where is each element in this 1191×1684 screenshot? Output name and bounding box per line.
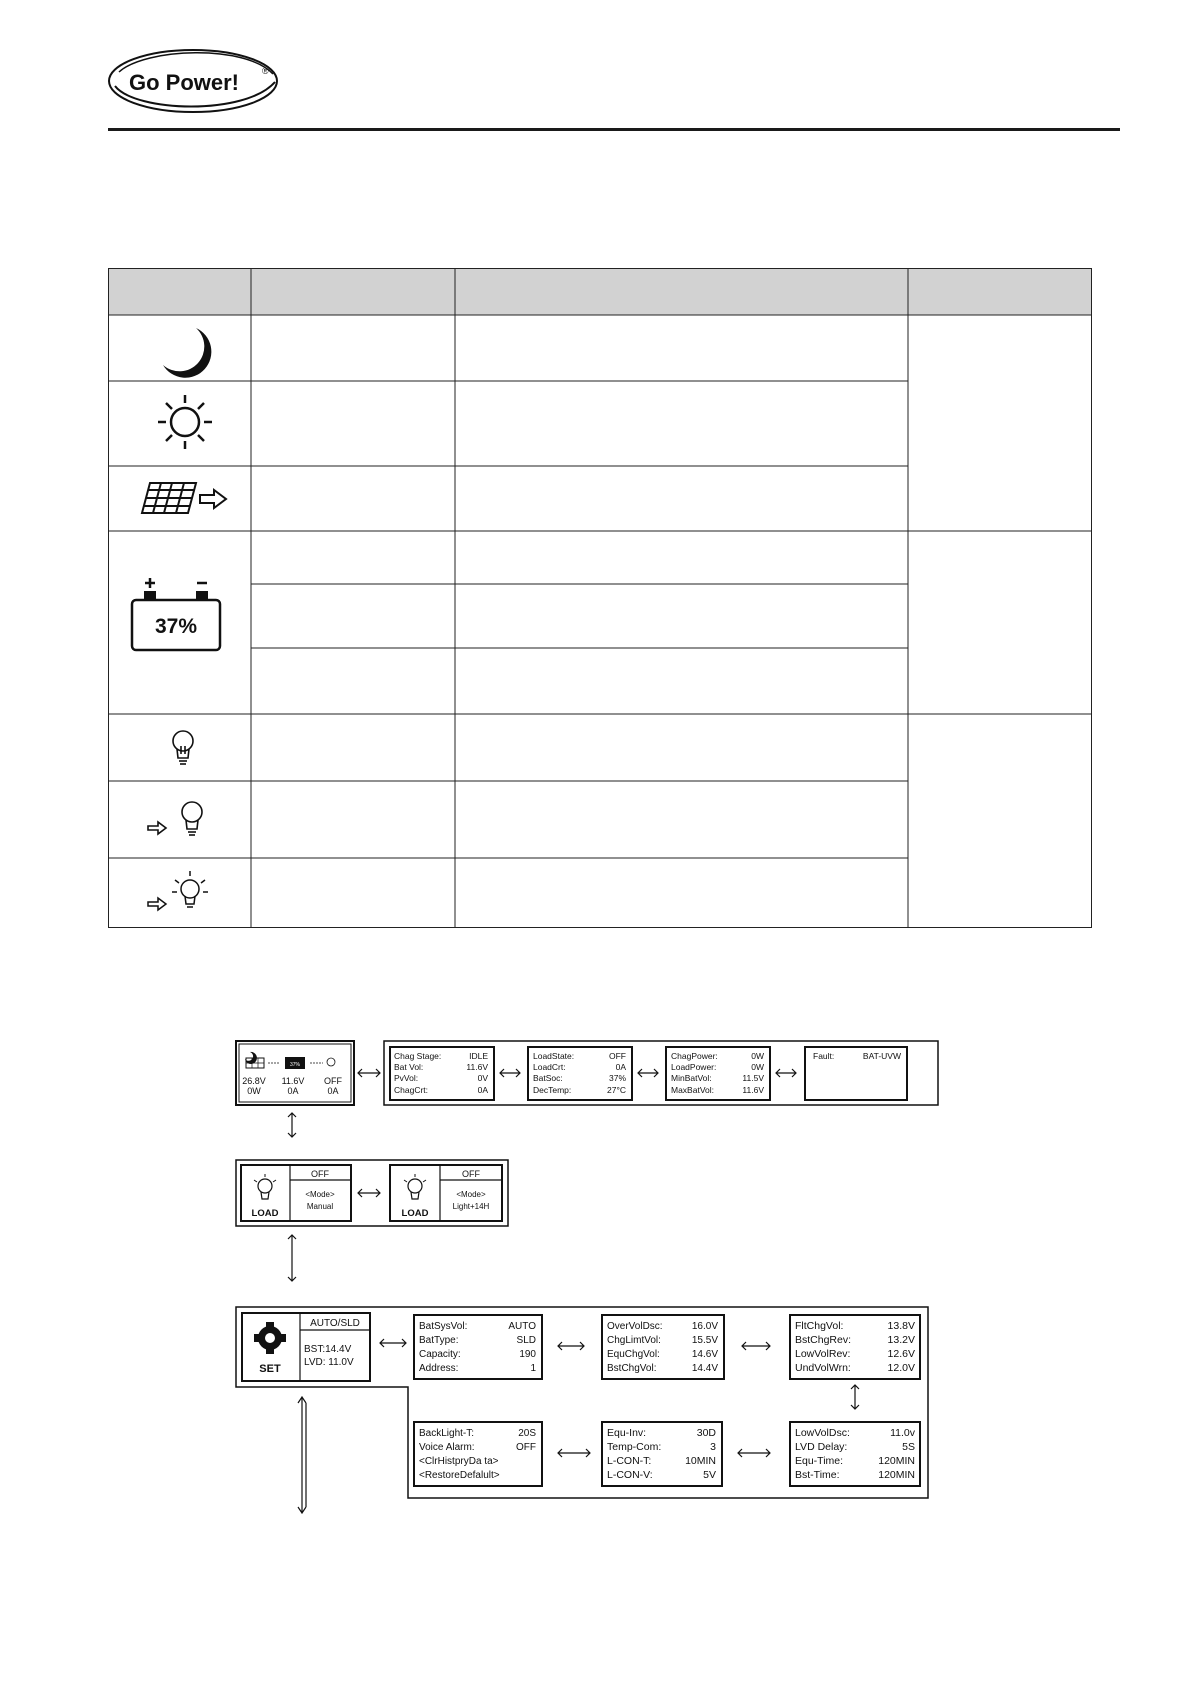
min-bat-vol-value: 11.5V <box>742 1073 764 1083</box>
und-vol-wrn-value: 12.0V <box>887 1362 915 1374</box>
load-power-value: 0W <box>751 1062 764 1072</box>
settings-screen-float <box>790 1315 920 1379</box>
fault-label: Fault: <box>813 1051 835 1061</box>
bat-type-value: SLD <box>516 1335 536 1346</box>
load-crt-label: LoadCrt: <box>533 1062 566 1072</box>
bat-soc-value: 37% <box>608 1073 626 1083</box>
vertical-double-arrow-icon <box>851 1385 859 1409</box>
main-load-state: OFF <box>324 1076 342 1086</box>
bat-sys-vol-label: BatSysVol: <box>419 1321 468 1332</box>
flt-chg-vol-label: FltChgVol: <box>795 1320 844 1332</box>
load-state-value: OFF <box>609 1051 626 1061</box>
table-header-row <box>108 268 1092 315</box>
battery-icon <box>132 578 220 650</box>
vertical-double-arrow-icon <box>288 1113 296 1137</box>
table-border <box>109 269 1092 928</box>
bulb-lit-arrow-icon <box>148 871 208 910</box>
set-mode: AUTO/SLD <box>310 1318 360 1329</box>
main-battery-voltage: 11.6V <box>281 1076 305 1086</box>
bat-vol-label: Bat Vol: <box>394 1062 424 1072</box>
chag-stage-label: Chag Stage: <box>394 1051 442 1061</box>
dec-temp-value: 27°C <box>607 1085 626 1095</box>
brand-name: Go Power! <box>129 70 240 95</box>
double-arrow-icon <box>638 1069 658 1077</box>
vertical-double-arrow-icon <box>288 1235 296 1281</box>
double-arrow-icon <box>738 1449 770 1457</box>
vertical-double-arrow-icon <box>298 1397 306 1513</box>
lcd-menu-map <box>230 1035 950 1520</box>
main-pv-power: 0W <box>247 1086 261 1096</box>
mode-value: Light+14H <box>452 1202 490 1211</box>
backlight-t-value: 20S <box>518 1428 536 1439</box>
bst-chg-rev-label: BstChgRev: <box>795 1334 852 1346</box>
capacity-label: Capacity: <box>419 1349 461 1360</box>
bulb-arrow-icon <box>148 802 202 835</box>
main-load-current: 0A <box>327 1086 339 1096</box>
flt-chg-vol-value: 13.8V <box>887 1320 915 1332</box>
gear-icon <box>254 1322 286 1354</box>
status-screen-fault <box>805 1047 907 1100</box>
chag-power-label: ChagPower: <box>671 1051 718 1061</box>
fault-value: BAT-UVW <box>862 1051 901 1061</box>
main-battery-percent: 37% <box>289 1062 301 1068</box>
chag-crt-label: ChagCrt: <box>394 1085 429 1095</box>
pv-vol-value: 0V <box>477 1073 488 1083</box>
load-crt-value: 0A <box>615 1062 626 1072</box>
equ-inv-label: Equ-Inv: <box>607 1427 647 1439</box>
battery-percent: 37% <box>154 615 198 638</box>
set-bst: BST:14.4V <box>304 1344 352 1355</box>
load-caption: LOAD <box>401 1208 429 1219</box>
und-vol-wrn-label: UndVolWrn: <box>795 1362 851 1374</box>
bat-type-label: BatType: <box>419 1335 459 1346</box>
settings-screen-backlight <box>414 1422 542 1486</box>
low-vol-rev-value: 12.6V <box>887 1348 915 1360</box>
main-pv-voltage: 26.8V <box>242 1076 266 1086</box>
bat-vol-value: 11.6V <box>466 1062 488 1072</box>
set-screen <box>242 1313 370 1381</box>
go-power-logo <box>105 42 283 116</box>
equ-chg-vol-label: EquChgVol: <box>607 1349 660 1360</box>
status-screen-charge <box>390 1047 494 1100</box>
restore-default-command: <RestoreDefalult> <box>419 1470 500 1481</box>
mode-label: <Mode> <box>305 1190 335 1199</box>
load-state: OFF <box>311 1169 329 1179</box>
load-state: OFF <box>462 1169 480 1179</box>
address-label: Address: <box>419 1363 459 1374</box>
voice-alarm-value: OFF <box>516 1442 536 1453</box>
equ-time-label: Equ-Time: <box>795 1455 844 1467</box>
load-power-label: LoadPower: <box>671 1062 717 1072</box>
status-screen-power <box>666 1047 770 1100</box>
moon-icon <box>163 328 211 378</box>
double-arrow-icon <box>776 1069 796 1077</box>
capacity-value: 190 <box>519 1349 536 1360</box>
lvd-delay-label: LVD Delay: <box>795 1441 848 1453</box>
icon-table <box>108 268 1092 928</box>
bst-chg-vol-value: 14.4V <box>691 1363 718 1374</box>
header-rule <box>108 128 1120 131</box>
over-vol-dsc-value: 16.0V <box>691 1321 718 1332</box>
l-con-t-value: 10MIN <box>685 1455 716 1467</box>
l-con-t-label: L-CON-T: <box>607 1455 652 1467</box>
settings-screen-system <box>414 1315 542 1379</box>
lvd-delay-value: 5S <box>902 1441 915 1453</box>
address-value: 1 <box>530 1363 536 1374</box>
bulb-lit-icon <box>408 1179 422 1193</box>
load-screen-light <box>390 1165 502 1221</box>
mode-label: <Mode> <box>456 1190 486 1199</box>
mode-value: Manual <box>306 1202 334 1211</box>
min-bat-vol-label: MinBatVol: <box>671 1073 712 1083</box>
pv-vol-label: PvVol: <box>394 1073 419 1083</box>
settings-screen-low-voltage <box>790 1422 920 1486</box>
double-arrow-icon <box>558 1449 590 1457</box>
bst-chg-vol-label: BstChgVol: <box>607 1363 657 1374</box>
load-screen-manual <box>241 1165 351 1221</box>
over-vol-dsc-label: OverVolDsc: <box>607 1321 663 1332</box>
settings-screen-equalize <box>602 1422 722 1486</box>
chg-limt-vol-value: 15.5V <box>691 1335 718 1346</box>
equ-chg-vol-value: 14.6V <box>691 1349 718 1360</box>
voice-alarm-label: Voice Alarm: <box>419 1442 475 1453</box>
bulb-lit-icon <box>258 1179 272 1193</box>
chg-limt-vol-label: ChgLimtVol: <box>607 1335 661 1346</box>
l-con-v-label: L-CON-V: <box>607 1469 653 1481</box>
bst-time-value: 120MIN <box>878 1469 915 1481</box>
load-caption: LOAD <box>251 1208 279 1219</box>
double-arrow-icon <box>558 1342 584 1350</box>
chag-crt-value: 0A <box>477 1085 488 1095</box>
double-arrow-icon <box>358 1069 380 1077</box>
chag-stage-value: IDLE <box>469 1051 488 1061</box>
settings-screen-charge <box>602 1315 724 1379</box>
temp-com-value: 3 <box>710 1441 716 1453</box>
bst-time-label: Bst-Time: <box>795 1469 840 1481</box>
main-battery-current: 0A <box>287 1086 299 1096</box>
equ-inv-value: 30D <box>696 1427 716 1439</box>
double-arrow-icon <box>500 1069 520 1077</box>
dec-temp-label: DecTemp: <box>533 1085 572 1095</box>
l-con-v-value: 5V <box>703 1469 716 1481</box>
double-arrow-icon <box>380 1339 406 1347</box>
clear-history-command: <ClrHistpryDa ta> <box>419 1456 499 1467</box>
max-bat-vol-label: MaxBatVol: <box>671 1085 714 1095</box>
set-caption: SET <box>259 1363 281 1375</box>
bulb-icon <box>173 731 193 764</box>
main-screen <box>236 1041 354 1105</box>
status-screen-load <box>528 1047 632 1100</box>
low-vol-dsc-label: LowVolDsc: <box>795 1427 850 1439</box>
registered-mark: ® <box>262 66 269 76</box>
bat-sys-vol-value: AUTO <box>508 1321 536 1332</box>
double-arrow-icon <box>358 1189 380 1197</box>
equ-time-value: 120MIN <box>878 1455 915 1467</box>
load-state-label: LoadState: <box>533 1051 575 1061</box>
bst-chg-rev-value: 13.2V <box>887 1334 915 1346</box>
bat-soc-label: BatSoc: <box>533 1073 563 1083</box>
low-vol-dsc-value: 11.0v <box>890 1427 915 1439</box>
solar-panel-arrow-icon <box>142 483 226 513</box>
status-screens-group <box>384 1041 938 1105</box>
backlight-t-label: BackLight-T: <box>419 1428 475 1439</box>
sun-icon <box>158 395 212 449</box>
temp-com-label: Temp-Com: <box>607 1441 662 1453</box>
max-bat-vol-value: 11.6V <box>742 1085 764 1095</box>
chag-power-value: 0W <box>751 1051 764 1061</box>
set-lvd: LVD: 11.0V <box>304 1357 354 1368</box>
double-arrow-icon <box>742 1342 770 1350</box>
low-vol-rev-label: LowVolRev: <box>795 1348 851 1360</box>
